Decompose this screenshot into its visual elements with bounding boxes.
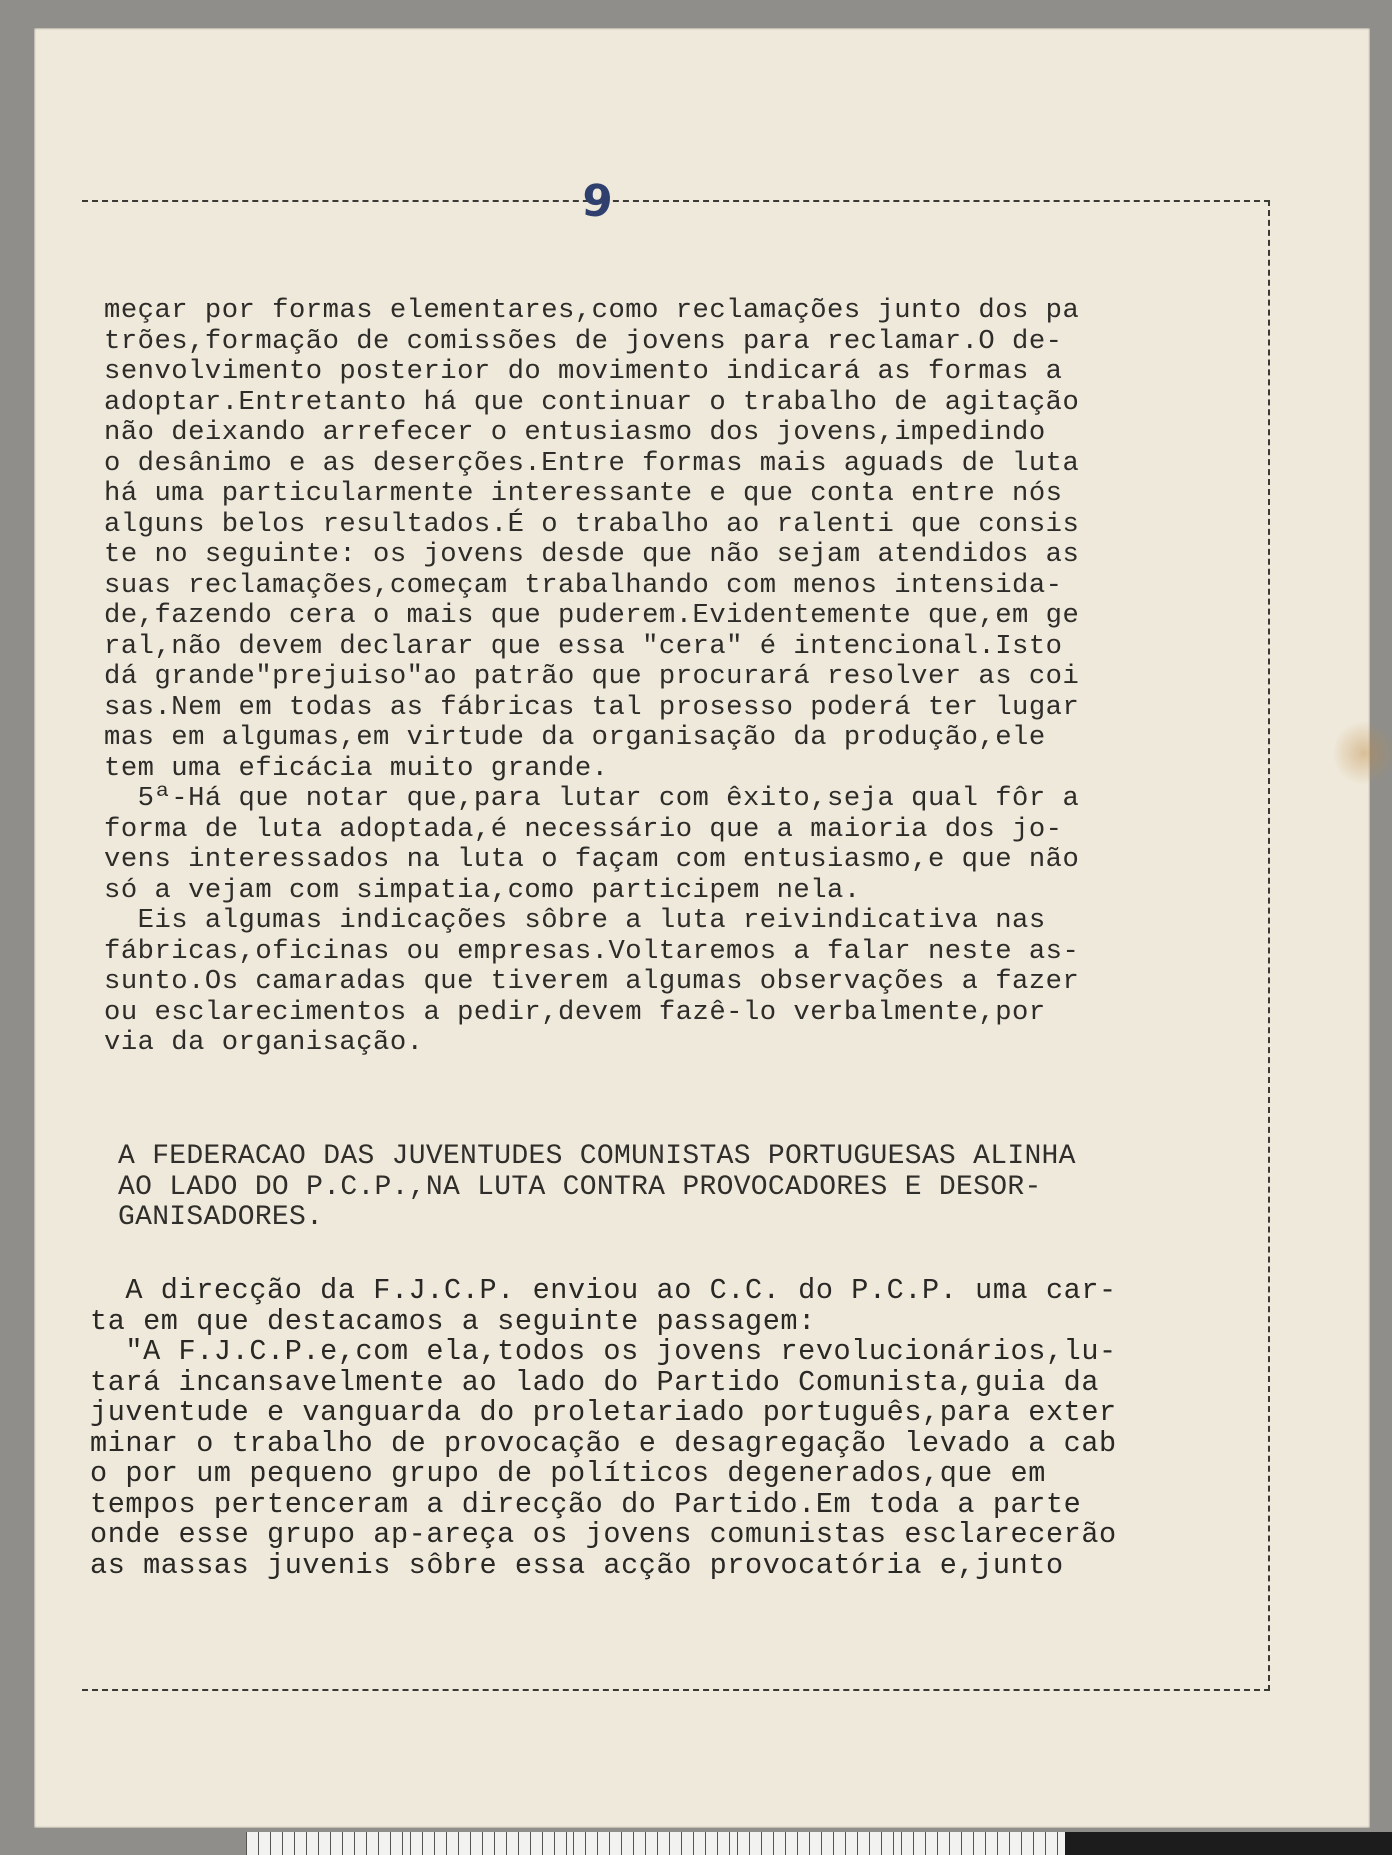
body-line: trões,formação de comissões de jovens para reclamar.O de- <box>104 325 1063 357</box>
ruler-segment <box>573 1832 737 1855</box>
letter-excerpt <box>90 1275 1250 1580</box>
body-line: mas em algumas,em virtude da organisação da produção,ele <box>104 722 1046 753</box>
margin-marks <box>72 250 82 1750</box>
body-line: só a vejam com simpatia,como participem nela. <box>104 874 861 906</box>
body-text <box>104 296 1262 1059</box>
letter-line: minar o trabalho de provocação e desagregação levado a cab <box>90 1426 1117 1460</box>
body-line: suas reclamações,começam trabalhando com menos intensida- <box>104 569 1063 601</box>
body-line: Eis algumas indicações sôbre a luta reivindicativa nas <box>104 905 1046 936</box>
body-line: tem uma eficácia muito grande. <box>104 752 609 784</box>
body-line: alguns belos resultados.É o trabalho ao ralenti que consis <box>104 508 1080 540</box>
body-line: não deixando arrefecer o entusiasmo dos jovens,impedindo <box>104 417 1046 448</box>
ruler-segment <box>410 1832 574 1855</box>
body-line: te no seguinte: os jovens desde que não sejam atendidos as <box>104 539 1080 570</box>
body-line: o desânimo e as deserções.Entre formas mais aguads de luta <box>104 447 1080 479</box>
body-line: dá grande"prejuiso"ao patrão que procurará resolver as coi <box>104 661 1080 692</box>
headline-line: A FEDERACAO DAS JUVENTUDES COMUNISTAS PORTUGUESAS ALINHA <box>118 1141 1076 1172</box>
body-line: 5ª-Há que notar que,para lutar com êxito,seja qual fôr a <box>104 783 1080 814</box>
body-line: ou esclarecimentos a pedir,devem fazê-lo verbalmente,por <box>104 996 1046 1028</box>
page-number: 9 <box>580 174 615 229</box>
body-line: senvolvimento posterior do movimento indicará as formas a <box>104 356 1063 387</box>
body-line: forma de luta adoptada,é necessário que a maioria dos jo- <box>104 813 1063 845</box>
body-line: há uma particularmente interessante e que conta entre nós <box>104 478 1063 509</box>
paper-stain <box>1334 718 1392 788</box>
body-line: meçar por formas elementares,como reclamações junto dos pa <box>104 295 1080 326</box>
body-line: de,fazendo cera o mais que puderem.Evidentemente que,em ge <box>104 600 1080 631</box>
letter-line: onde esse grupo ap-areça os jovens comunistas esclarecerão <box>90 1518 1117 1551</box>
letter-line: o por um pequeno grupo de políticos degenerados,que em <box>90 1457 1046 1490</box>
letter-line: ta em que destacamos a seguinte passagem: <box>90 1304 816 1338</box>
letter-line: juventude e vanguarda do proletariado português,para exter <box>90 1396 1117 1429</box>
letter-line: tará incansavelmente ao lado do Partido Comunista,guia da <box>90 1365 1100 1399</box>
body-line: sunto.Os camaradas que tiverem algumas observações a fazer <box>104 966 1080 997</box>
ruler-segment <box>246 1832 410 1855</box>
ruler-segment <box>1228 1832 1392 1855</box>
letter-line: A direcção da F.J.C.P. enviou ao C.C. do P.C.P. uma car- <box>90 1274 1117 1307</box>
body-line: vens interessados na luta o façam com entusiasmo,e que não <box>104 844 1080 875</box>
body-line: fábricas,oficinas ou empresas.Voltaremos a falar neste as- <box>104 935 1080 967</box>
body-line: sas.Nem em todas as fábricas tal prosesso poderá ter lugar <box>104 691 1080 723</box>
letter-line: as massas juvenis sôbre essa acção provocatória e,junto <box>90 1548 1064 1582</box>
ruler-segment <box>737 1832 901 1855</box>
ruler-segment <box>901 1832 1065 1855</box>
body-line: adoptar.Entretanto há que continuar o trabalho de agitação <box>104 386 1080 418</box>
headline-line: AO LADO DO P.C.P.,NA LUTA CONTRA PROVOCADORES E DESOR- <box>118 1171 1042 1203</box>
letter-line: "A F.J.C.P.e,com ela,todos os jovens revolucionários,lu- <box>90 1335 1117 1368</box>
body-line: via da organisação. <box>104 1027 424 1058</box>
headline-line: GANISADORES. <box>118 1202 324 1233</box>
body-line: ral,não devem declarar que essa "cera" é intencional.Isto <box>104 630 1063 662</box>
ruler-segment <box>1065 1832 1229 1855</box>
headline <box>118 1140 1238 1232</box>
scale-ruler <box>246 1832 1392 1855</box>
letter-line: tempos pertenceram a direcção do Partido.Em toda a parte <box>90 1487 1082 1521</box>
